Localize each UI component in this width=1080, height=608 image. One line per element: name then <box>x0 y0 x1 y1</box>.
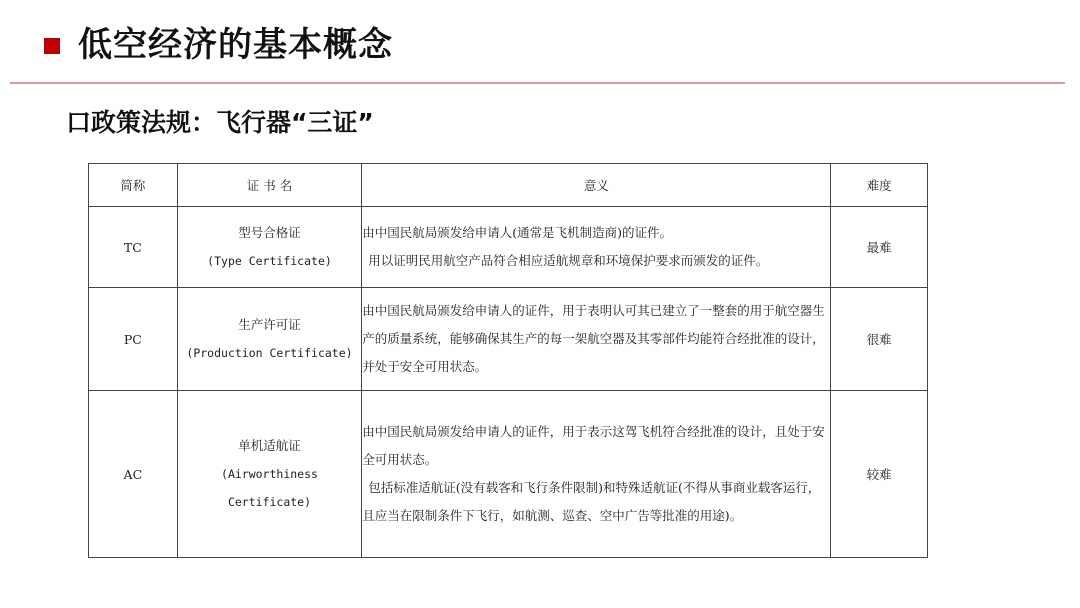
abbr-cell: AC <box>89 391 178 558</box>
cert-name-cell <box>177 391 362 558</box>
meaning-cell <box>362 391 831 558</box>
cert-name-cell <box>177 207 362 288</box>
cert-name-cell <box>177 288 362 391</box>
meaning-text: 包括标准适航证(没有载客和飞行条件限制)和特殊适航证(不得从事商业载客运行，且应当在限制条件下飞行，如航测、巡查、空中广告等批准的用途)。 <box>362 480 821 523</box>
header-cert-name: 证 书 名 <box>177 164 362 207</box>
table-row <box>89 207 928 288</box>
abbr-cell: PC <box>89 288 178 391</box>
table-row <box>89 391 928 558</box>
section-subtitle: 口政策法规：飞行器“三证” <box>66 108 374 137</box>
difficulty-cell: 最难 <box>831 207 928 288</box>
cert-name-cn: 生产许可证 <box>238 317 301 332</box>
difficulty-cell: 较难 <box>831 391 928 558</box>
meaning-text: 由中国民航局颁发给申请人的证件，用于表示这驾飞机符合经批准的设计，且处于安全可用状态。 <box>362 424 825 467</box>
table-row <box>89 288 928 391</box>
cert-name-en: (Airworthiness Certificate) <box>221 467 318 509</box>
cert-name-cn: 单机适航证 <box>238 438 301 453</box>
table-header-row <box>89 164 928 207</box>
title-divider <box>10 82 1065 84</box>
title-bullet-square <box>44 38 60 54</box>
abbr-cell: TC <box>89 207 178 288</box>
header-meaning: 意义 <box>362 164 831 207</box>
meaning-cell <box>362 288 831 391</box>
certificates-table <box>88 163 928 558</box>
cert-name-cn: 型号合格证 <box>238 225 301 240</box>
cert-name-en: (Production Certificate) <box>186 346 353 360</box>
meaning-text: 由中国民航局颁发给申请人的证件，用于表明认可其已建立了一整套的用于航空器生产的质量系统，能够确保其生产的每一架航空器及其零部件均能符合经批准的设计，并处于安全可用状态。 <box>362 303 825 374</box>
meaning-text: 用以证明民用航空产品符合相应适航规章和环境保护要求而颁发的证件。 <box>368 253 769 268</box>
header-abbr: 简称 <box>89 164 178 207</box>
page-title: 低空经济的基本概念 <box>78 25 393 65</box>
cert-name-en: (Type Certificate) <box>207 254 332 268</box>
meaning-text: 由中国民航局颁发给申请人(通常是飞机制造商)的证件。 <box>362 225 673 240</box>
meaning-cell <box>362 207 831 288</box>
header-difficulty: 难度 <box>831 164 928 207</box>
difficulty-cell: 很难 <box>831 288 928 391</box>
